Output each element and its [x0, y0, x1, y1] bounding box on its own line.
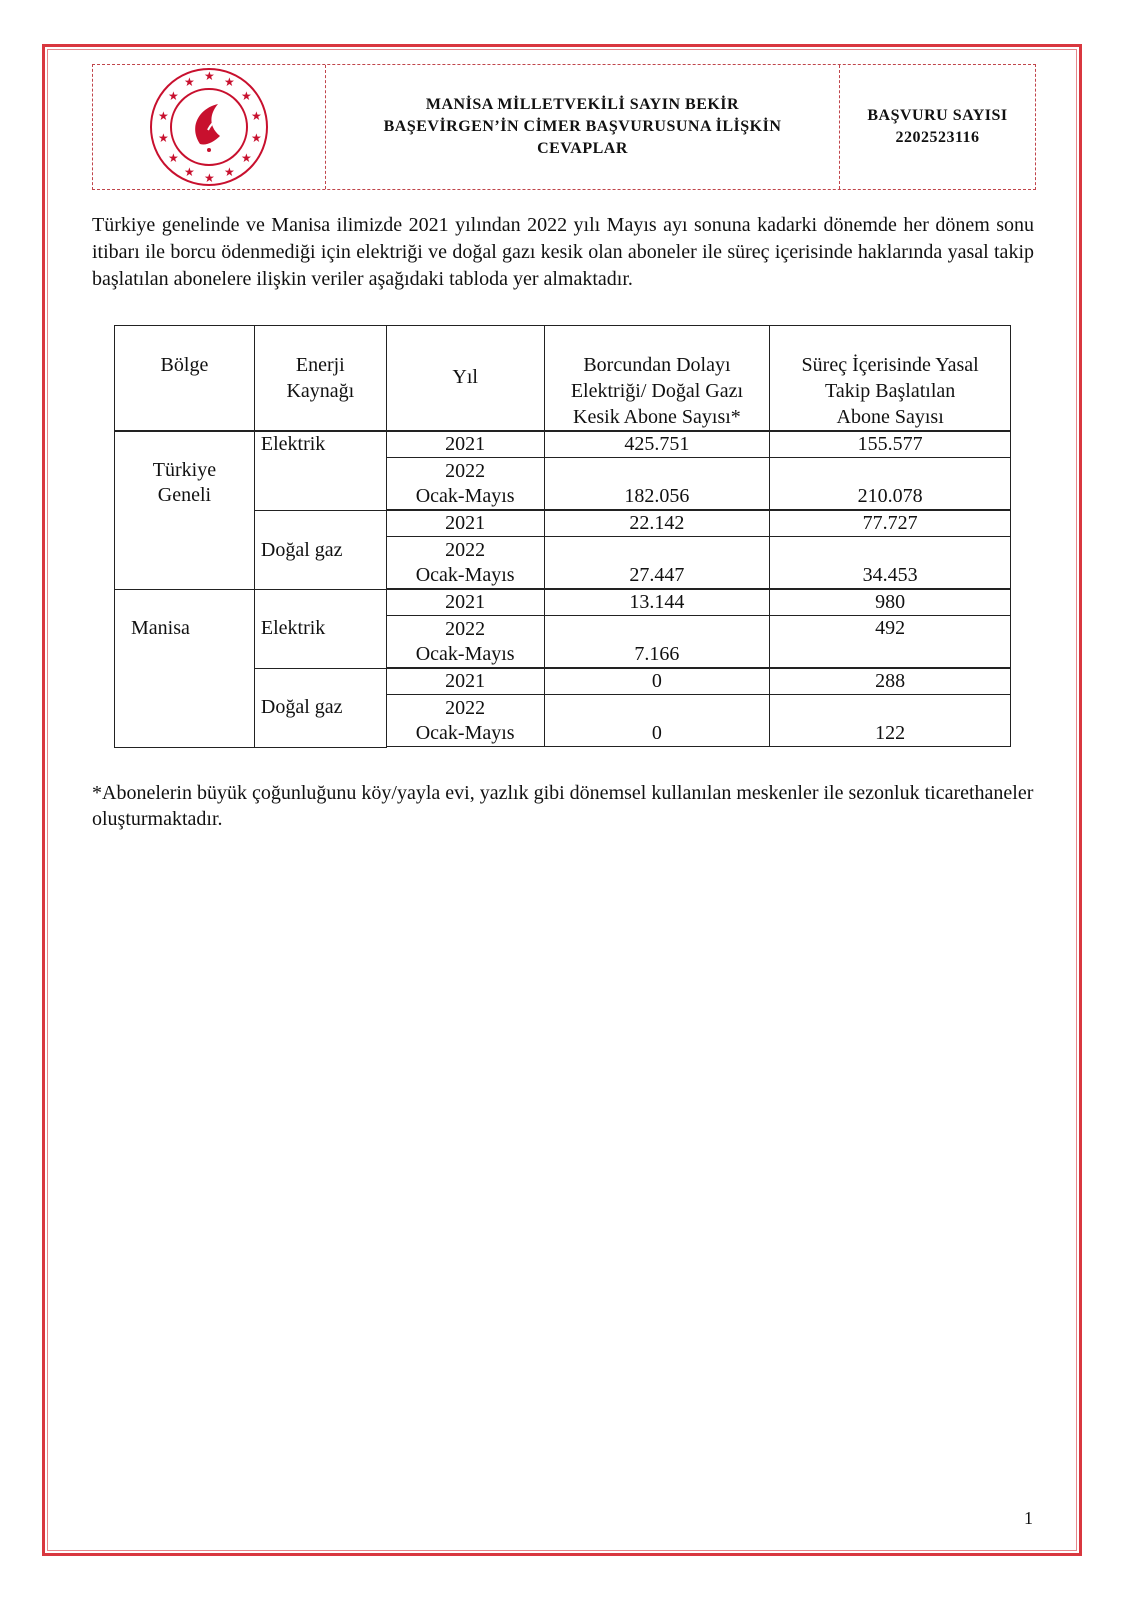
cut-count-cell: 425.751 — [544, 431, 770, 458]
data-table — [114, 325, 1011, 748]
table-row — [115, 590, 1011, 616]
title-line-1: MANİSA MİLLETVEKİLİ SAYIN BEKİR — [425, 96, 740, 113]
intro-paragraph: Türkiye genelinde ve Manisa ilimizde 2021 yılından 2022 yılı Mayıs ayı sonuna kadarki dönemde her dönem sonu itibarı ile borcu ödenmediği için elektriği ve doğal gazı kesik olan aboneler ile süreç içerisinde haklarında yasal takip başlatılan abonelere ilişkin veriler aşağıdaki tabloda yer almaktadır. — [92, 214, 1034, 290]
svg-text:★: ★ — [251, 131, 262, 145]
logo-cell — [93, 65, 326, 189]
svg-text:★: ★ — [224, 165, 235, 179]
footnote: *Abonelerin büyük çoğunluğunu köy/yayla evi, yazlık gibi dönemsel kullanılan meskenler ile sezonluk ticarethaneler oluşturmaktadır. — [92, 782, 1034, 830]
svg-text:★: ★ — [158, 109, 169, 123]
energy-cell: Elektrik — [254, 590, 386, 669]
year-cell: 2022 Ocak-Mayıs — [386, 695, 544, 747]
region-cell-turkiye: Türkiye Geneli — [115, 431, 255, 590]
svg-text:★: ★ — [241, 151, 252, 165]
year-cell: 2022 Ocak-Mayıs — [386, 616, 544, 668]
document-title — [384, 94, 782, 160]
cut-count-cell: 7.166 — [544, 616, 770, 668]
cut-count-cell: 13.144 — [544, 590, 770, 616]
application-label: BAŞVURU SAYISI — [867, 107, 1008, 124]
year-cell: 2021 — [386, 511, 544, 537]
table-row — [115, 431, 1011, 458]
legal-count-cell: 77.727 — [770, 511, 1011, 537]
year-cell: 2021 — [386, 590, 544, 616]
cut-count-cell: 27.447 — [544, 537, 770, 589]
table-header-row — [115, 326, 1011, 432]
year-cell: 2021 — [386, 431, 544, 458]
year-cell: 2022 Ocak-Mayıs — [386, 458, 544, 510]
header-title-cell — [326, 65, 840, 189]
energy-cell: Elektrik — [254, 431, 386, 511]
svg-text:★: ★ — [224, 75, 235, 89]
region-cell-manisa: Manisa — [115, 590, 255, 748]
cut-count-cell: 22.142 — [544, 511, 770, 537]
svg-text:★: ★ — [168, 89, 179, 103]
legal-count-cell: 34.453 — [770, 537, 1011, 589]
header-region: Bölge — [115, 326, 255, 432]
svg-text:★: ★ — [241, 89, 252, 103]
svg-text:★: ★ — [184, 165, 195, 179]
svg-text:★: ★ — [158, 131, 169, 145]
header-legal-count: Süreç İçerisinde Yasal Takip Başlatılan Abone Sayısı — [770, 326, 1011, 432]
svg-text:★: ★ — [204, 171, 215, 185]
year-cell: 2021 — [386, 669, 544, 695]
cut-count-cell: 0 — [544, 669, 770, 695]
legal-count-cell: 155.577 — [770, 431, 1011, 458]
application-number: 2202523116 — [895, 129, 980, 146]
energy-cell: Doğal gaz — [254, 669, 386, 748]
title-line-2: BAŞEVİRGEN’İN CİMER BAŞVURUSUNA İLİŞKİN — [383, 118, 782, 135]
svg-text:★: ★ — [204, 69, 215, 83]
cut-count-cell: 0 — [544, 695, 770, 747]
legal-count-cell: 980 — [770, 590, 1011, 616]
ministry-logo — [148, 66, 270, 188]
document-header — [92, 64, 1036, 190]
header-year: Yıl — [386, 326, 544, 432]
header-cut-count: Borcundan Dolayı Elektriği/ Doğal Gazı Kesik Abone Sayısı* — [544, 326, 770, 432]
title-line-3: CEVAPLAR — [537, 140, 628, 157]
legal-count-cell: 210.078 — [770, 458, 1011, 510]
svg-text:★: ★ — [184, 75, 195, 89]
page-number: 1 — [1024, 1508, 1033, 1528]
svg-text:★: ★ — [168, 151, 179, 165]
header-energy: Enerji Kaynağı — [254, 326, 386, 432]
svg-text:★: ★ — [251, 109, 262, 123]
cut-count-cell: 182.056 — [544, 458, 770, 510]
legal-count-cell: 288 — [770, 669, 1011, 695]
year-cell: 2022 Ocak-Mayıs — [386, 537, 544, 589]
application-cell — [840, 65, 1035, 189]
legal-count-cell: 492 — [770, 616, 1011, 668]
energy-cell: Doğal gaz — [254, 511, 386, 590]
legal-count-cell: 122 — [770, 695, 1011, 747]
